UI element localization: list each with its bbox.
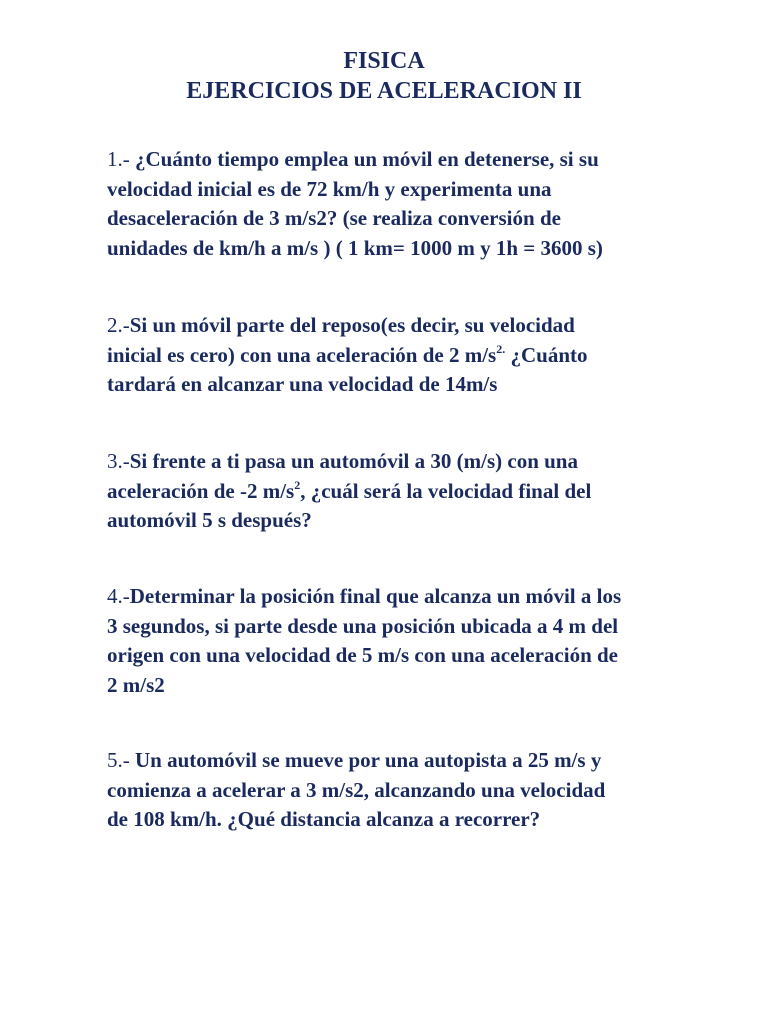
- exercise-2-superscript: 2.: [496, 341, 506, 356]
- exercise-5-number: 5.-: [107, 748, 130, 772]
- exercise-2-line-1: [107, 311, 667, 341]
- exercise-1-line-1: [107, 145, 667, 175]
- exercise-1-line-4: unidades de km/h a m/s ) ( 1 km= 1000 m y 1h = 3600 s): [107, 235, 603, 260]
- exercise-4-line-4: 2 m/s2: [107, 672, 165, 697]
- exercise-3-line-1: [107, 447, 667, 477]
- exercise-2-line-2-tail: ¿Cuánto: [505, 342, 588, 367]
- exercise-2-line-3: tardará en alcanzar una velocidad de 14m/s: [107, 372, 498, 396]
- exercise-3-line-2-tail: , ¿cuál será la velocidad final del: [300, 478, 592, 503]
- exercise-4-text: Determinar la posición final que alcanza un móvil a los: [129, 584, 622, 608]
- exercise-4-line-2: 3 segundos, si parte desde una posición ubicada a 4 m del: [107, 613, 619, 638]
- exercise-2: [107, 311, 667, 400]
- exercise-3-line-2: [107, 477, 667, 507]
- exercise-4: [107, 582, 667, 700]
- exercise-5-text: Un automóvil se mueve por una autopista a 25 m/s y: [129, 748, 602, 772]
- exercise-3-text: Si frente a ti pasa un automóvil a 30 (m/s) con una: [129, 449, 578, 473]
- exercise-2-number: 2.-: [107, 313, 130, 337]
- exercise-3-line-2-text: aceleración de -2 m/s: [107, 478, 295, 503]
- exercise-2-text: Si un móvil parte del reposo(es decir, su velocidad: [129, 313, 575, 337]
- exercise-4-number: 4.-: [107, 584, 130, 608]
- exercise-1: [107, 145, 667, 263]
- exercise-1-line-2: velocidad inicial es de 72 km/h y experimenta una: [107, 176, 552, 201]
- exercise-3-number: 3.-: [107, 449, 130, 473]
- exercise-5: [107, 746, 667, 835]
- exercise-1-number: 1.-: [107, 147, 130, 171]
- exercise-1-text: ¿Cuánto tiempo emplea un móvil en detenerse, si su: [129, 147, 599, 171]
- exercise-2-line-2: [107, 341, 667, 371]
- exercise-2-line-2-text: inicial es cero) con una aceleración de 2 m/s: [107, 342, 497, 367]
- exercise-4-line-3: origen con una velocidad de 5 m/s con una aceleración de: [107, 643, 618, 667]
- exercise-1-line-3: desaceleración de 3 m/s2? (se realiza conversión de: [107, 206, 561, 230]
- title-block: [0, 46, 768, 106]
- exercise-3-line-3: automóvil 5 s después?: [107, 508, 312, 532]
- exercise-5-line-3: de 108 km/h. ¿Qué distancia alcanza a recorrer?: [107, 807, 541, 831]
- document-title: FISICA: [343, 48, 425, 74]
- exercise-5-line-1: [107, 746, 667, 776]
- exercise-4-line-1: [107, 582, 667, 612]
- document-subtitle: EJERCICIOS DE ACELERACION II: [186, 78, 582, 104]
- exercise-5-line-2: comienza a acelerar a 3 m/s2, alcanzando una velocidad: [107, 777, 606, 802]
- exercise-3: [107, 447, 667, 536]
- exercise-3-superscript: 2: [294, 477, 301, 492]
